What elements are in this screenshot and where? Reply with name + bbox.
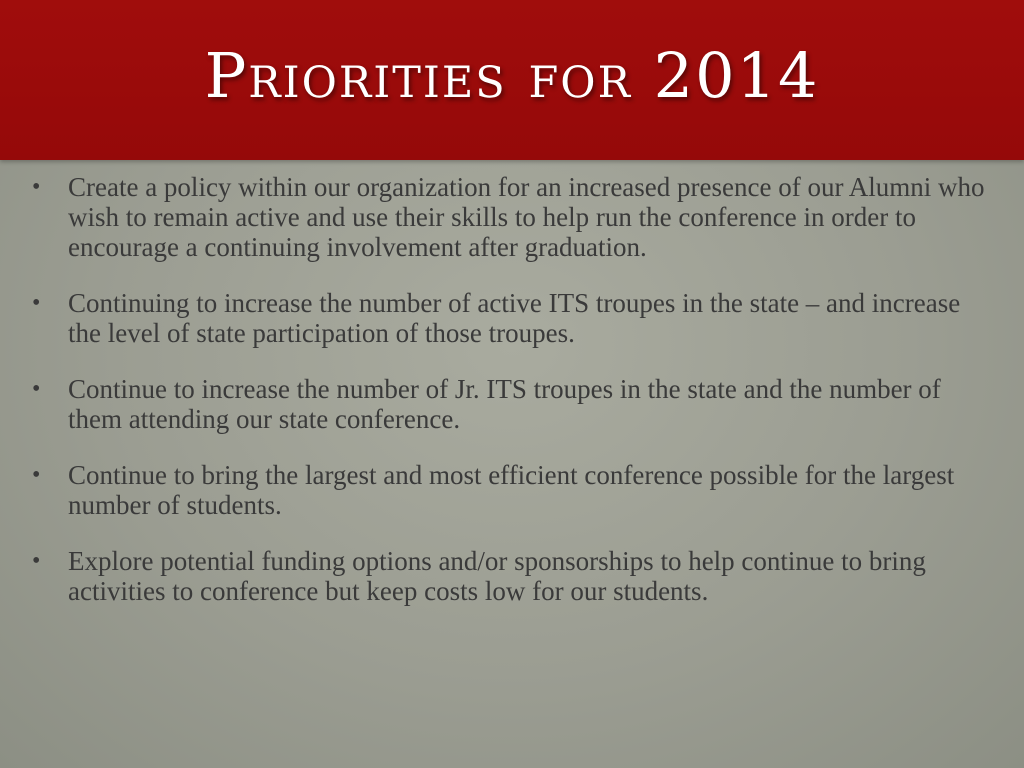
bullet-item: [30, 172, 994, 262]
bullet-dot-icon: •: [32, 548, 41, 574]
title-bar: [0, 0, 1024, 160]
bullet-dot-icon: •: [32, 290, 41, 316]
bullet-item: [30, 460, 994, 520]
bullet-text: Explore potential funding options and/or sponsorships to help continue to bring activities to conference but keep costs low for our students.: [68, 546, 926, 606]
bullet-item: [30, 374, 994, 434]
bullet-dot-icon: •: [32, 462, 41, 488]
bullet-text: Continue to bring the largest and most efficient conference possible for the largest number of students.: [68, 460, 955, 520]
bullet-text: Create a policy within our organization for an increased presence of our Alumni who wish to remain active and use their skills to help run the conference in order to encourage a continuing involvement after graduation.: [68, 172, 985, 262]
bullet-dot-icon: •: [32, 376, 41, 402]
bullet-item: [30, 288, 994, 348]
bullet-item: [30, 546, 994, 606]
bullet-list: [30, 172, 994, 632]
bullet-text: Continuing to increase the number of active ITS troupes in the state – and increase the level of state participation of those troupes.: [68, 288, 961, 348]
slide-title: Priorities for 2014: [204, 39, 820, 112]
bullet-text: Continue to increase the number of Jr. ITS troupes in the state and the number of them attending our state conference.: [68, 374, 941, 434]
bullet-dot-icon: •: [32, 174, 41, 200]
